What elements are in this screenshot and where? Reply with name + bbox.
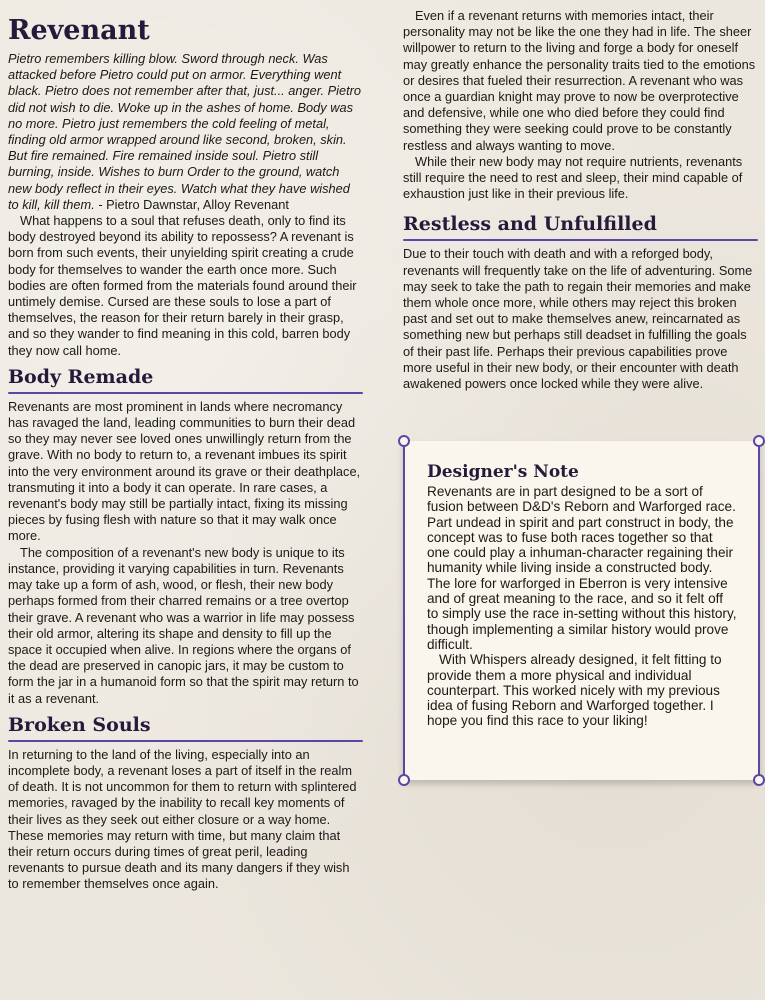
designers-note-paragraph-2: With Whispers already designed, it felt fitting to provide them a more physical and individual counterpart. This worked nicely with my previous idea of fusing Reborn and Warforged together. I hope you find this race to your liking! (427, 652, 722, 729)
rest-paragraph: While their new body may not require nutrients, revenants still require the need to rest and sleep, their mind capable of exhaustion just like in their previous life. (403, 153, 743, 202)
flavor-quote (8, 51, 363, 213)
heading-restless-unfulfilled: Restless and Unfulfilled (403, 213, 657, 236)
designers-note-title: Designer's Note (427, 462, 579, 482)
heading-rule (403, 239, 758, 241)
page-title: Revenant (8, 15, 150, 46)
heading-broken-souls: Broken Souls (8, 713, 151, 736)
broken-souls-paragraph-1: In returning to the land of the living, especially into an incomplete body, a revenant loses a part of itself in the realm of death. It is not uncommon for them to return with splintered memories, ravaged by the inability to recall key moments of their lives as they seek out either closure or a way home. These memories may return with time, but many claim that their return occurs during times of great peril, leading revenants to pursue death and its many dangers if they wish to remember themselves once again. (8, 746, 357, 892)
designers-note-paragraph-1: Revenants are in part designed to be a sort of fusion between D&D's Reborn and Warforged race. Part undead in spirit and part construct in body, the concept was to fuse both races together so that one could play a inhuman-character regaining their humanity while living inside a constructed body. The lore for warforged in Eberron is very intensive and of great meaning to the race, and so it felt off to simply use the race in-setting without this history, though implementing a similar history would prove difficult. (427, 484, 737, 652)
designers-note-content (427, 461, 738, 729)
heading-rule (8, 392, 363, 394)
memories-paragraph: Even if a revenant returns with memories intact, their personality may not be like the one they had in life. The sheer willpower to return to the living and forge a body for oneself may greatly enhance the personality traits tied to the emotions or desires that fueled their resurrection. A revenant who was once a guardian knight may prove to now be overprotective and defensive, while one who died before they could find something they were seeking could prove to be constantly restless and always wanting to move. (403, 8, 756, 153)
corner-ornament-icon (398, 774, 410, 786)
corner-ornament-icon (753, 435, 765, 447)
left-column (8, 8, 363, 893)
quote-attribution: - Pietro Dawnstar, Alloy Revenant (94, 196, 289, 212)
designers-note-box (403, 441, 760, 780)
right-column (403, 8, 758, 392)
quote-text: Pietro remembers killing blow. Sword through neck. Was attacked before Pietro could put on armor. Everything went black. Pietro does not remember after that, just... anger. Pietro did not wish to die. Woke up in the ashes of home. Body was no more. Pietro just remembers the cold feeling of metal, finding old armor wrapped around like second, broken, skin. But fire remained. Fire remained inside soul. Pietro still burning, inside. Wishes to burn Order to the ground, watch new body reflect in their eyes. Watch what they have wished to kill, kill them. (8, 51, 362, 212)
heading-rule (8, 740, 363, 742)
body-remade-paragraph-2: The composition of a revenant's new body is unique to its instance, providing it varying capabilities in turn. Revenants may take up a form of ash, wood, or flesh, their new body perhaps formed from their charred remains or a tree overtop their grave. A revenant who was a warrior in life may possess their old armor, altering its shape and density to fill up the space it occupied when alive. In regions where the organs of the dead are preserved in canopic jars, it may be custom to form the jar in a humanoid form so that the spirit may return to it as a revenant. (8, 544, 359, 706)
heading-body-remade: Body Remade (8, 365, 154, 388)
corner-ornament-icon (398, 435, 410, 447)
intro-paragraph: What happens to a soul that refuses death, only to find its body destroyed beyond its ability to repossess? A revenant is born from such events, their unyielding spirit creating a crude body for themselves to wander the earth once more. Such bodies are often formed from the materials found around their untimely demise. Cursed are these souls to lose a part of themselves, the reason for their return barely in their grasp, and so they wander to find meaning in this cold, barren body they now call home. (8, 213, 357, 358)
body-remade-paragraph-1: Revenants are most prominent in lands where necromancy has ravaged the land, leading communities to burn their dead so they may never see loved ones unwillingly return from the grave. With no body to return to, a revenant imbues its spirit into the very environment around its grave or their deathplace, transmuting it into a body it can operate. In rare cases, a revenant's body may still be partially intact, fixing its missing pieces by fusing flesh with nature so that it may walk once more. (8, 398, 361, 544)
restless-paragraph-1: Due to their touch with death and with a reforged body, revenants will frequently take on the life of adventuring. Some may seek to take the path to regain their memories and make them whole once more, while others may reject this broken past and set out to make themselves anew, reincarnated as something new but perhaps still deadset in fulfilling the goals of their past life. Perhaps their previous capabilities prove more useful in their new body, or their encounter with death awakened powers once locked while they were alive. (403, 246, 753, 392)
corner-ornament-icon (753, 774, 765, 786)
